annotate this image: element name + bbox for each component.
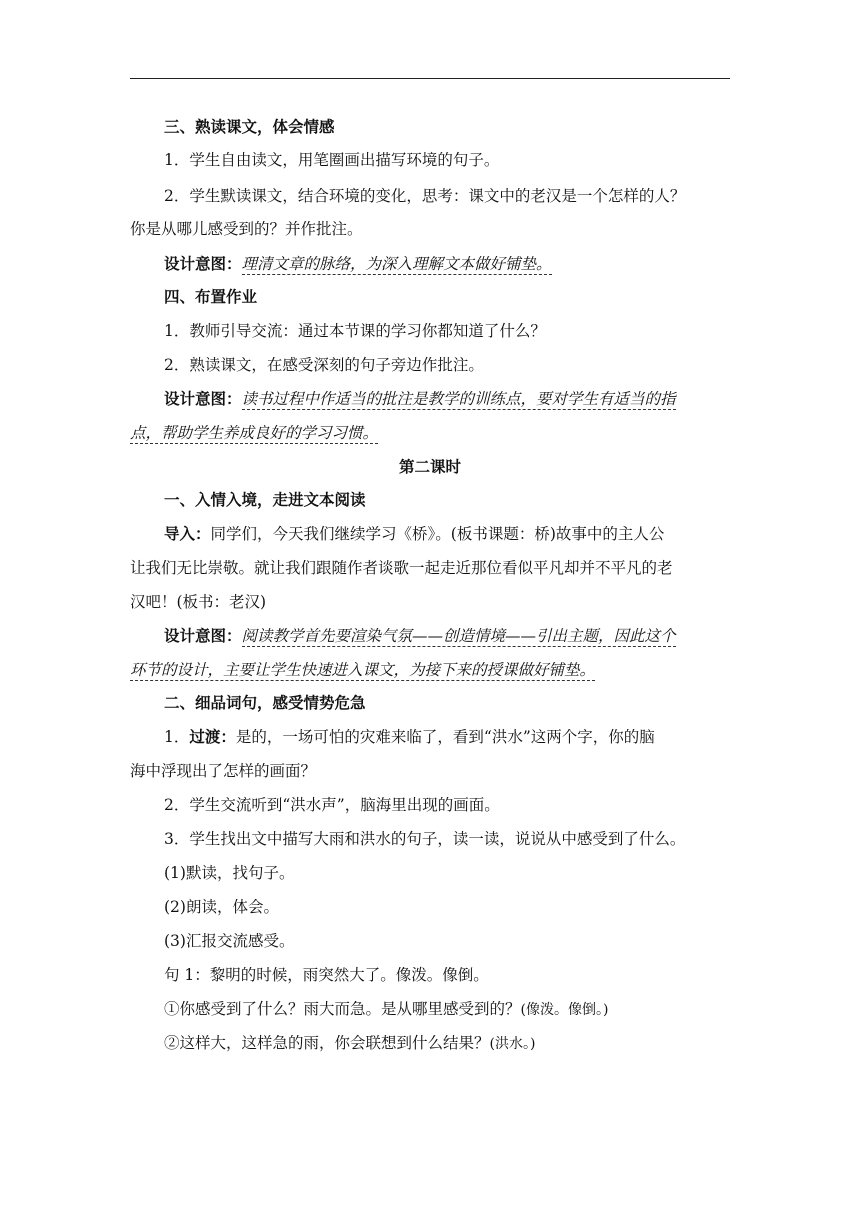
intro-label: 导入： <box>164 525 211 543</box>
sub-item: (3)汇报交流感受。 <box>164 932 295 950</box>
design-intent-text: 点，帮助学生养成良好的学习习惯。 <box>130 424 379 442</box>
design-intent-label: 设计意图： <box>164 627 242 645</box>
transition-label: 过渡： <box>189 728 236 746</box>
item-number: 1． <box>164 728 190 746</box>
sub-item: (2)朗读，体会。 <box>164 898 279 916</box>
paragraph: 3．学生找出文中描写大雨和洪水的句子，读一读，说说从中感受到了什么。 <box>164 830 686 848</box>
paragraph: 2．学生默读课文，结合环境的变化，思考：课文中的老汉是一个怎样的人？ <box>164 187 686 205</box>
answer-note: (洪水。) <box>489 1036 536 1052</box>
paragraph: 你是从哪儿感受到的？并作批注。 <box>130 220 363 238</box>
design-intent-continued <box>130 422 378 444</box>
design-intent <box>164 253 552 275</box>
paragraph: 1．教师引导交流：通过本节课的学习你都知道了什么？ <box>164 322 546 340</box>
part-heading-1: 一、入情入境，走进文本阅读 <box>164 491 366 509</box>
paragraph: 让我们无比崇敬。就让我们跟随作者谈歌一起走近那位看似平凡却并不平凡的老 <box>130 559 673 577</box>
paragraph: 汉吧！(板书：老汉) <box>130 593 267 611</box>
transition-text: 是的，一场可怕的灾难来临了，看到“洪水”这两个字，你的脑 <box>235 728 655 746</box>
design-intent-label: 设计意图： <box>164 390 242 408</box>
paragraph: 1．学生自由读文，用笔圈画出描写环境的句子。 <box>164 151 500 169</box>
header-rule <box>130 78 730 79</box>
intro-text: 同学们，今天我们继续学习《桥》。(板书课题：桥)故事中的主人公 <box>210 525 665 543</box>
sub-item: (1)默读，找句子。 <box>164 864 295 882</box>
answer-note: (像泼。像倒。) <box>520 1002 609 1018</box>
design-intent <box>164 625 676 647</box>
design-intent-label: 设计意图： <box>164 255 242 273</box>
design-intent-text: 理清文章的脉络，为深入理解文本做好铺垫。 <box>241 255 552 273</box>
lesson-title: 第二课时 <box>398 458 461 476</box>
question <box>164 998 608 1021</box>
section-heading-3: 三、熟读课文，体会情感 <box>164 118 335 136</box>
design-intent-text: 读书过程中作适当的批注是教学的训练点，要对学生有适当的指 <box>241 390 676 408</box>
paragraph: 2．学生交流听到“洪水声”，脑海里出现的画面。 <box>164 796 500 814</box>
paragraph <box>164 726 655 748</box>
intro-paragraph <box>164 523 664 545</box>
part-heading-2: 二、细品词句，感受情势危急 <box>164 694 366 712</box>
question <box>164 1032 535 1055</box>
question-text: ②这样大，这样急的雨，你会联想到什么结果？ <box>164 1034 490 1052</box>
paragraph: 2．熟读课文，在感受深刻的句子旁边作批注。 <box>164 356 484 374</box>
paragraph: 海中浮现出了怎样的画面？ <box>130 762 317 780</box>
design-intent-text: 环节的设计，主要让学生快速进入课文，为接下来的授课做好铺垫。 <box>130 661 596 679</box>
design-intent-continued <box>130 659 595 681</box>
section-heading-4: 四、布置作业 <box>164 288 258 306</box>
design-intent <box>164 388 676 410</box>
question-text: ①你感受到了什么？雨大而急。是从哪里感受到的？ <box>164 1000 521 1018</box>
design-intent-text: 阅读教学首先要渲染气氛——创造情境——引出主题，因此这个 <box>241 627 676 645</box>
quoted-sentence: 句 1：黎明的时候，雨突然大了。像泼。像倒。 <box>164 966 489 984</box>
